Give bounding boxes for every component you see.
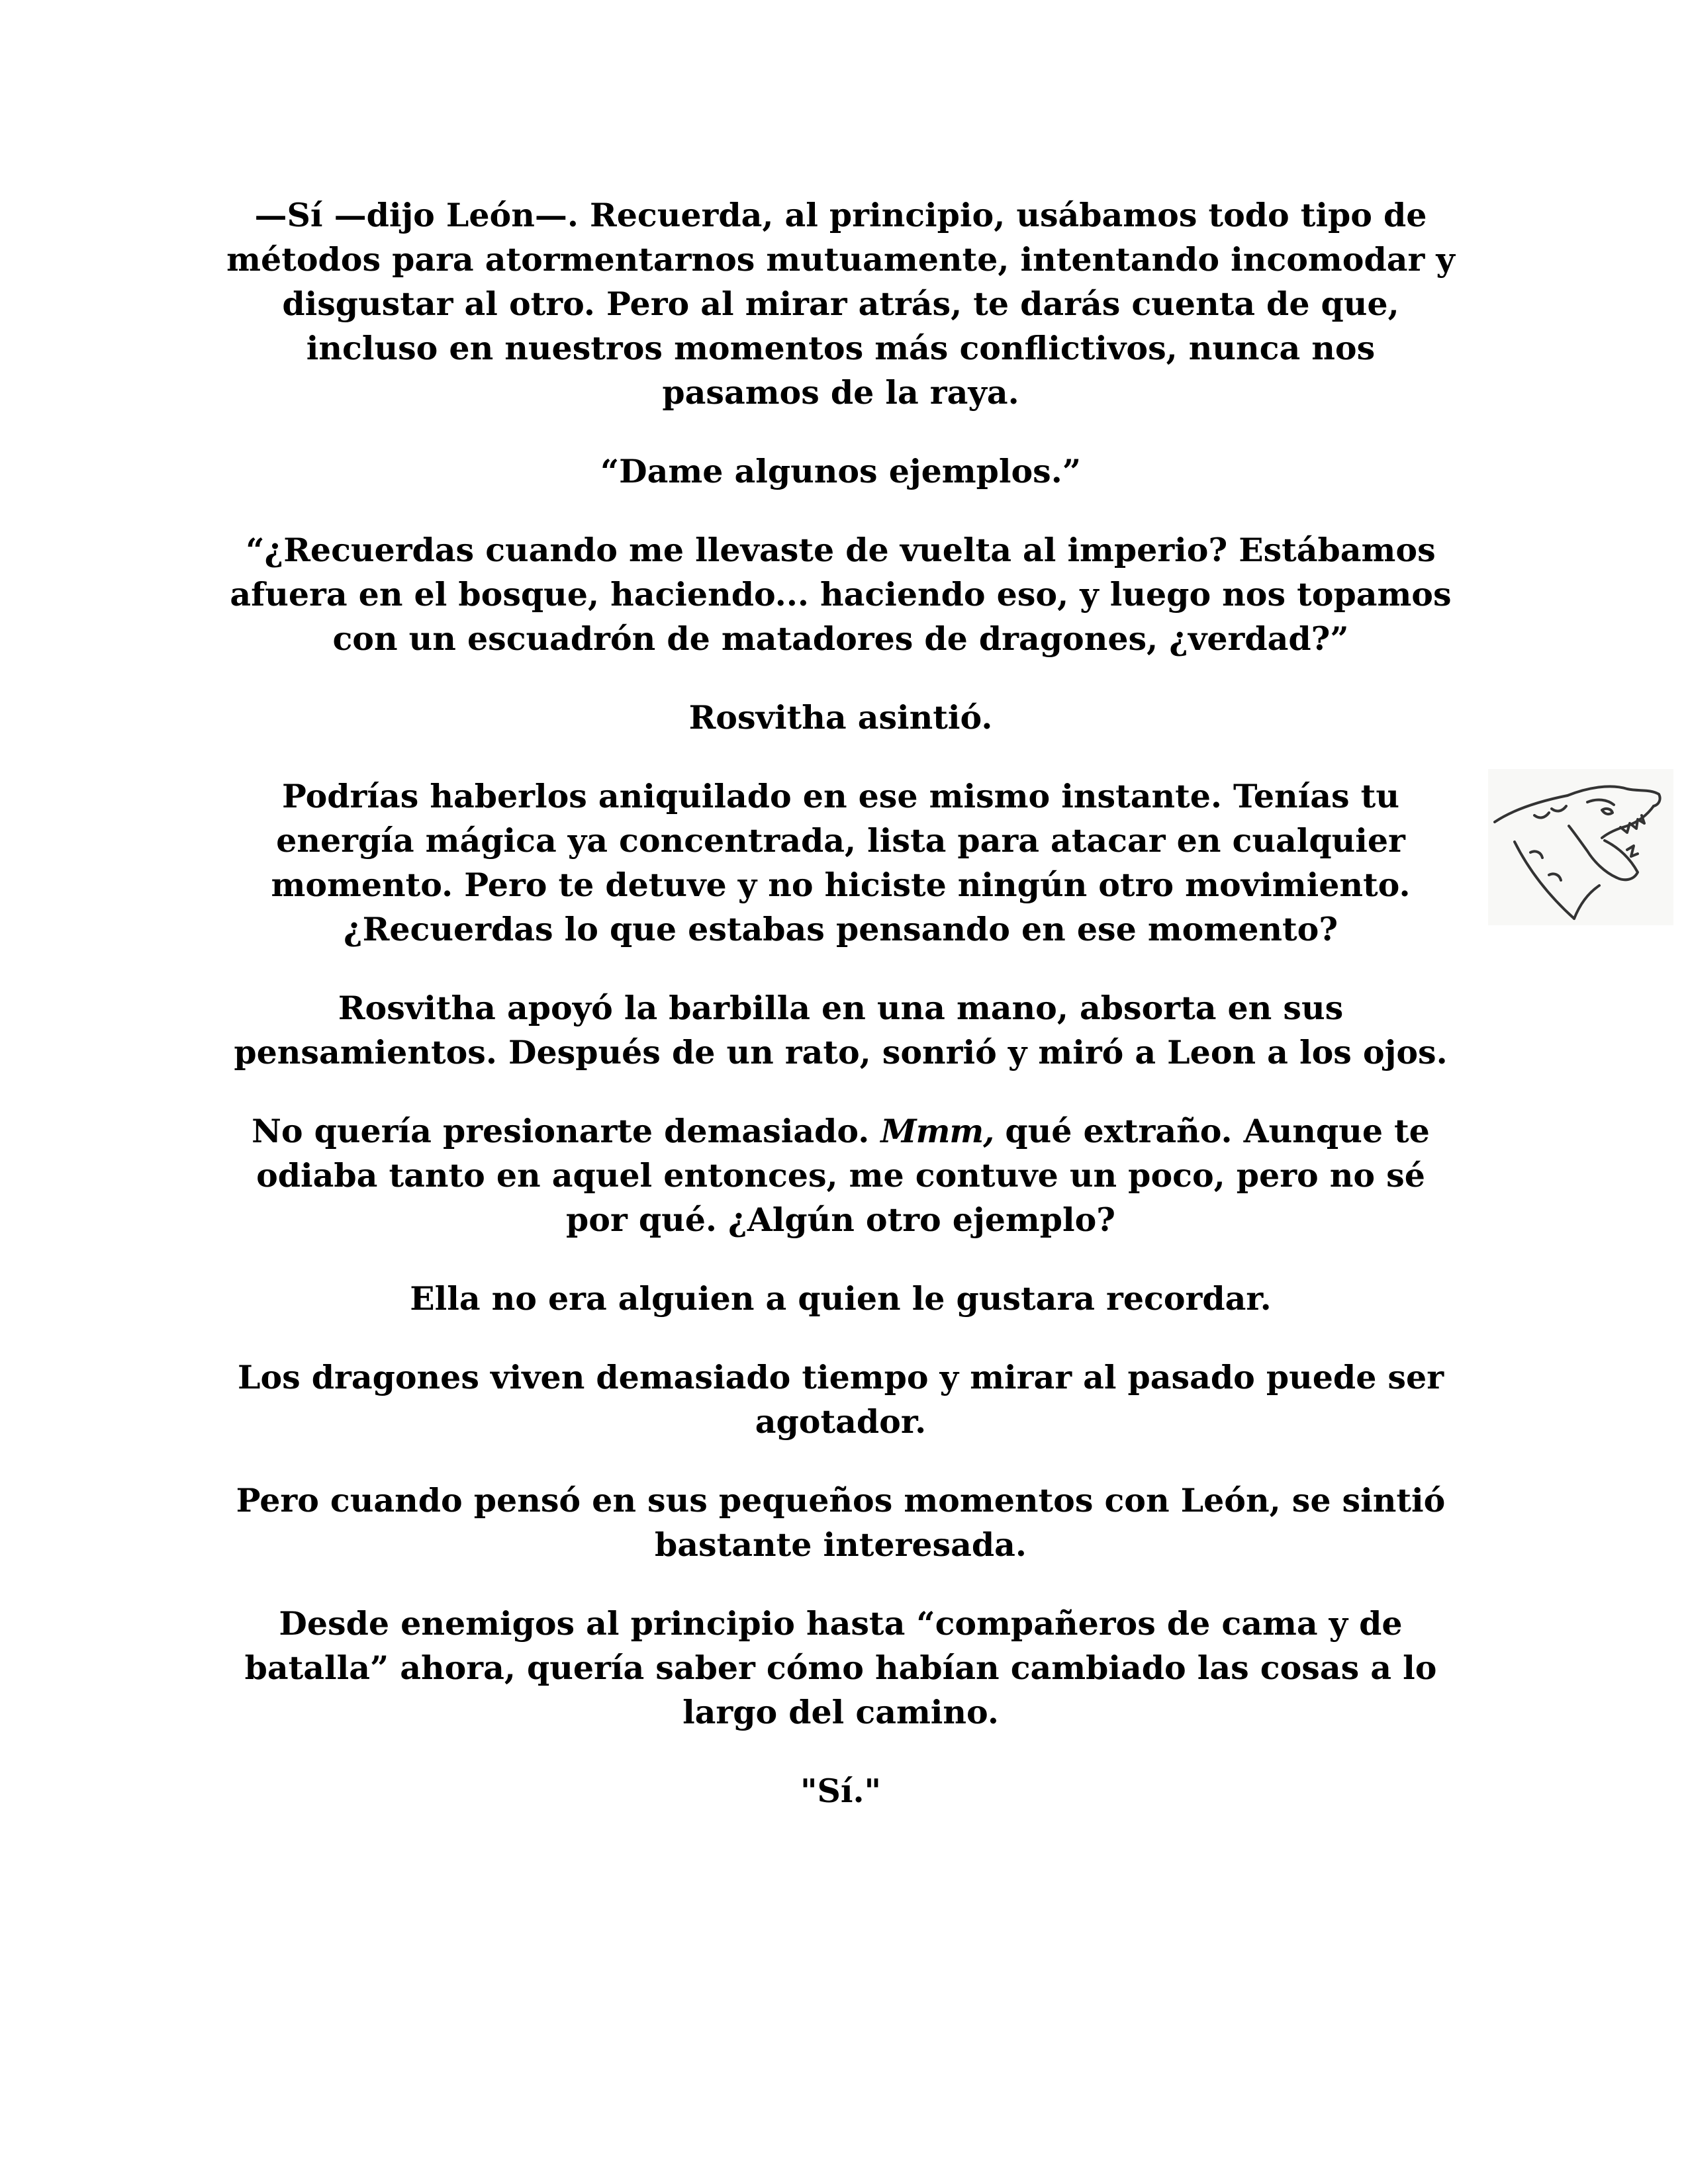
paragraph-11: Desde enemigos al principio hasta “compañeros de cama y de batalla” ahora, quería saber cómo habían cambiado las cosas a lo largo del camino.: [244, 1604, 1437, 1731]
paragraph-5: Podrías haberlos aniquilado en ese mismo instante. Tenías tu energía mágica ya concentrada, lista para atacar en cualquier momento. Pero te detuve y no hiciste ningún otro movimiento. ¿Recuerdas lo que estabas pensando en ese momento?: [271, 777, 1411, 948]
paragraph-7-end: qué extraño. Aunque te odiaba tanto en aquel entonces, me contuve un poco, pero no sé por qué. ¿Algún otro ejemplo?: [256, 1112, 1430, 1239]
document-body: [225, 193, 1456, 1848]
paragraph-3: “¿Recuerdas cuando me llevaste de vuelta al imperio? Estábamos afuera en el bosque, haciendo... haciendo eso, y luego nos topamos con un escuadrón de matadores de dragones, ¿verdad?”: [230, 531, 1452, 658]
paragraph-9: Los dragones viven demasiado tiempo y mirar al pasado puede ser agotador.: [237, 1358, 1444, 1441]
dragon-head-icon: [1488, 769, 1673, 925]
paragraph-8: Ella no era alguien a quien le gustara recordar.: [410, 1279, 1272, 1318]
paragraph-1: —Sí —dijo León—. Recuerda, al principio, usábamos todo tipo de métodos para atormentarnos mutuamente, intentando incomodar y disgustar al otro. Pero al mirar atrás, te darás cuenta de que, incluso en nuestros momentos más conflictivos, nunca nos pasamos de la raya.: [226, 196, 1455, 412]
paragraph-10: Pero cuando pensó en sus pequeños momentos con León, se sintió bastante interesada.: [236, 1481, 1446, 1564]
paragraph-7-start: No quería presionarte demasiado.: [252, 1112, 881, 1150]
paragraph-4: Rosvitha asintió.: [688, 698, 993, 737]
paragraph-12: "Sí.": [800, 1772, 882, 1810]
paragraph-2: “Dame algunos ejemplos.”: [600, 452, 1082, 490]
paragraph-7-emphasis: Mmm,: [880, 1112, 994, 1150]
paragraph-7: [225, 1109, 1456, 1242]
paragraph-6: Rosvitha apoyó la barbilla en una mano, absorta en sus pensamientos. Después de un rato, sonrió y miró a Leon a los ojos.: [234, 989, 1448, 1071]
